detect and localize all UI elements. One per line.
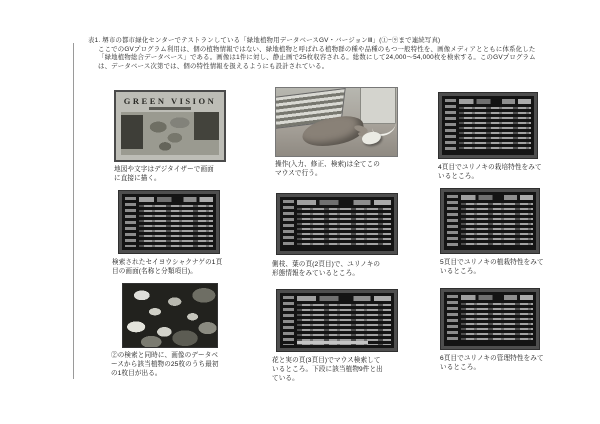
crt-table-rows — [459, 107, 531, 152]
crt-screen — [280, 293, 394, 348]
figure-7-photo-plant-image — [122, 283, 218, 348]
map-dark-panel-right — [194, 112, 219, 140]
crt-screen — [444, 192, 536, 250]
crt-header-bar — [459, 99, 531, 104]
figure-8-photo-crt-page3-search — [276, 289, 398, 352]
table-title-line-4: は、データベース次第では、個の特性情報を扱えるようにも設計されている。 — [98, 62, 329, 70]
figure-2-caption: 操作(入力、修正、検索)は全てこのマウスで行う。 — [275, 161, 380, 177]
figure-6-photo-crt-page5 — [440, 188, 540, 254]
figure-1-caption: 地図や文字はデジタイザーで画面に直接に描く。 — [114, 166, 214, 182]
crt-table-rows — [461, 303, 533, 343]
figure-5-caption: 側枝、葉の頁(2頁目)で、ユリノキの形態情報をみているところ。 — [272, 261, 381, 277]
crt-header-bar — [297, 200, 391, 205]
table-title-line-1: 表1. 堺市の都市緑化センターでテストランしている「緑地植物用データベースGV・バージョンⅢ」(①−⑨まで連続写真) — [88, 37, 441, 44]
table-title-line-2: ここでのGVプログラム利用は、個の植物情報ではない、緑地植物と呼ばれる植物群の種や品種のもつ一般特性を、画像メディアとともに体系化した — [98, 45, 536, 53]
crt-header-bar — [461, 195, 533, 200]
crt-sidebar — [283, 200, 294, 248]
figure-6-caption: 5頁目でユリノキの植栽特性をみているところ。 — [440, 259, 544, 275]
crt-screen — [280, 197, 394, 251]
crt-header-bar — [139, 197, 213, 202]
table-title-line-3: 「緑地植物総合データベース」である。画像は1件に対し、静止画で25枚収容される。総数にして24,000〜54,000枚を検索する。このGVプログラム — [98, 54, 536, 62]
green-vision-title: GREEN VISION — [123, 96, 217, 106]
crt-screen — [444, 292, 536, 346]
figure-3-photo-crt-page4 — [438, 92, 538, 159]
crt-sidebar — [447, 295, 458, 343]
crt-header-bar — [297, 296, 391, 301]
crt-sidebar — [125, 197, 136, 247]
crt-sidebar — [283, 296, 294, 345]
figure-9-photo-crt-page6 — [440, 288, 540, 350]
crt-table-rows — [297, 208, 391, 248]
figure-7-caption: ②の検索と同時に、画像のデータベースから該当植物の25枚のうち最初の1枚目が出る。 — [111, 352, 219, 377]
figure-4-photo-crt-page1 — [118, 190, 220, 254]
page-binding-line — [73, 43, 74, 379]
crt-table-rows — [461, 203, 533, 247]
crt-table-rows — [139, 205, 213, 247]
figure-9-caption: 6頁目でユリノキの管理特性をみているところ。 — [440, 355, 544, 371]
figure-5-photo-crt-page2 — [276, 193, 398, 255]
crt-table-rows — [297, 304, 391, 345]
green-vision-subtitle-bar — [149, 107, 190, 110]
figure-2-photo-mouse-operation — [275, 87, 398, 157]
crt-sidebar — [447, 195, 458, 247]
figure-1-photo-green-vision-screen — [114, 90, 226, 162]
table-title-block — [88, 37, 566, 71]
crt-sidebar — [445, 99, 456, 152]
crt-header-bar — [461, 295, 533, 300]
map-graphic — [121, 112, 219, 155]
figure-3-caption: 4頁目でユリノキの栽培特性をみているところ。 — [438, 164, 542, 180]
crt-screen — [122, 194, 216, 250]
figure-4-caption: 検索されたセイヨウシャクナゲの1頁目の画面(名称と分類項目)。 — [112, 259, 223, 275]
crt-screen — [442, 96, 534, 155]
figure-8-caption: 花と実の頁(3頁目)でマウス検索しているところ。下段に該当植物9件と出ている。 — [272, 357, 383, 382]
crt-result-status-bar — [297, 341, 368, 344]
map-dark-panel-left — [121, 115, 143, 149]
